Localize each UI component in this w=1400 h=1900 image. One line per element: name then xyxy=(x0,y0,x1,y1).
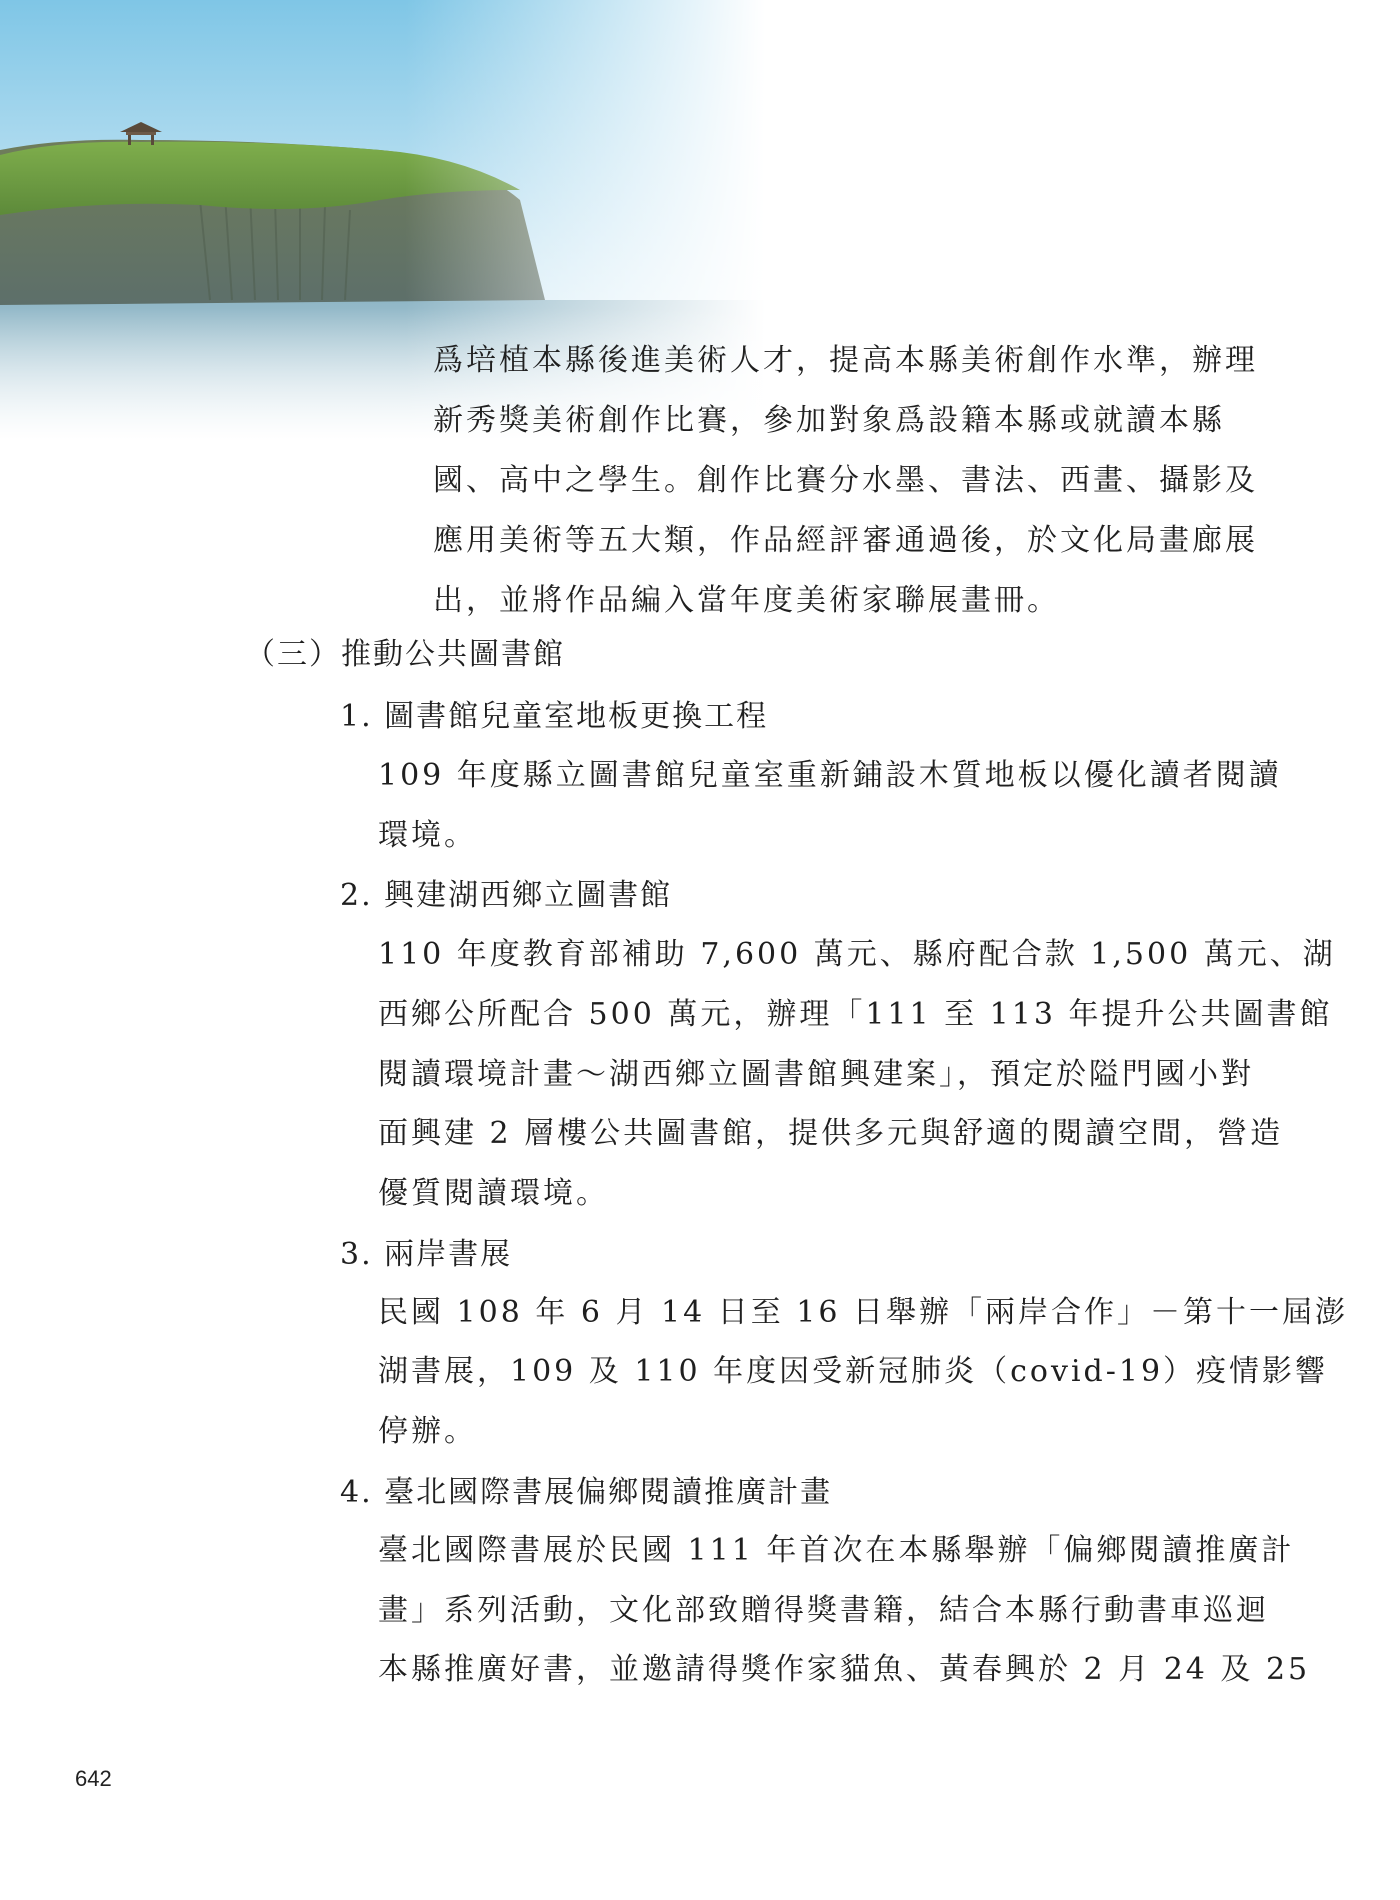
item-text-line: 環境。 xyxy=(378,818,477,853)
item-text-line: 湖書展，109 及 110 年度因受新冠肺炎（covid-19）疫情影響 xyxy=(378,1354,1329,1389)
page-number: 642 xyxy=(75,1766,112,1791)
item-title: 1. 圖書館兒童室地板更換工程 xyxy=(340,699,769,734)
intro-line: 國、高中之學生。創作比賽分水墨、書法、西畫、攝影及 xyxy=(433,463,1258,498)
item-title: 4. 臺北國際書展偏鄉閱讀推廣計畫 xyxy=(340,1475,833,1510)
intro-line: 應用美術等五大類，作品經評審通過後，於文化局畫廊展 xyxy=(433,523,1258,558)
item-text-line: 臺北國際書展於民國 111 年首次在本縣舉辦「偏鄉閱讀推廣計 xyxy=(378,1533,1295,1568)
section-heading: （三）推動公共圖書館 xyxy=(245,637,565,672)
item-title: 2. 興建湖西鄉立圖書館 xyxy=(340,878,673,913)
item-title: 3. 兩岸書展 xyxy=(340,1237,513,1272)
item-text-line: 面興建 2 層樓公共圖書館，提供多元與舒適的閱讀空間，營造 xyxy=(378,1116,1284,1151)
item-text-line: 畫」系列活動，文化部致贈得獎書籍，結合本縣行動書車巡迴 xyxy=(378,1593,1269,1628)
intro-line: 出，並將作品編入當年度美術家聯展畫冊。 xyxy=(433,583,1060,618)
intro-line: 爲培植本縣後進美術人才，提高本縣美術創作水準，辦理 xyxy=(433,343,1258,378)
item-text-line: 西鄉公所配合 500 萬元，辦理「111 至 113 年提升公共圖書館 xyxy=(378,997,1333,1032)
item-text-line: 民國 108 年 6 月 14 日至 16 日舉辦「兩岸合作」－第十一屆澎 xyxy=(378,1295,1348,1330)
item-text-line: 110 年度教育部補助 7,600 萬元、縣府配合款 1,500 萬元、湖 xyxy=(378,937,1336,972)
item-text-line: 停辦。 xyxy=(378,1414,477,1449)
intro-line: 新秀獎美術創作比賽，參加對象爲設籍本縣或就讀本縣 xyxy=(433,403,1225,438)
item-text-line: 109 年度縣立圖書館兒童室重新鋪設木質地板以優化讀者閱讀 xyxy=(378,758,1282,793)
item-text-line: 本縣推廣好書，並邀請得獎作家貓魚、黃春興於 2 月 24 及 25 xyxy=(378,1652,1311,1687)
item-text-line: 閱讀環境計畫～湖西鄉立圖書館興建案」，預定於隘門國小對 xyxy=(378,1057,1254,1092)
item-text-line: 優質閱讀環境。 xyxy=(378,1176,609,1211)
